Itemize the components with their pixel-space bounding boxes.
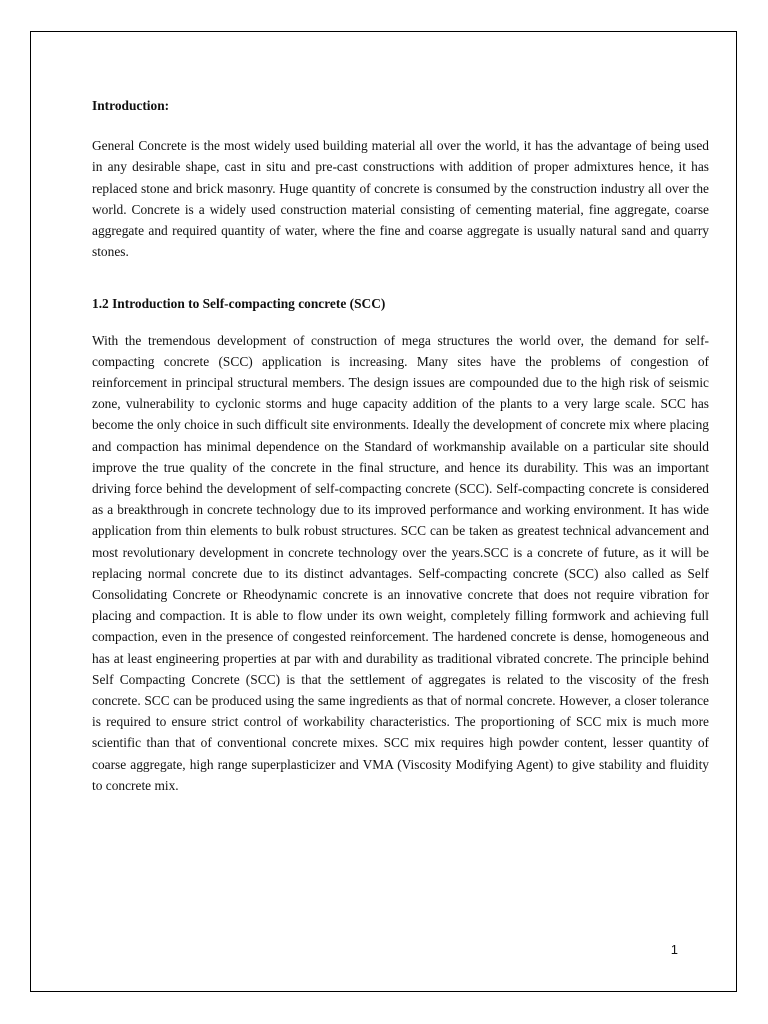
page-number: 1 <box>670 942 678 957</box>
section-paragraph: With the tremendous development of construction of mega structures the world over, the demand for self-compacting concrete (SCC) application is increasing. Many sites have the problems of congestion of reinforcement in principal structural members. The design issues are compounded due to the high risk of seismic zone, vulnerability to cyclonic storms and huge capacity addition of the plants to a very large scale. SCC has become the only choice in such difficult site environments. Ideally the development of concrete mix where placing and compaction has minimal dependence on the Standard of workmanship available on a particular site should improve the true quality of the concrete in the final structure, and hence its durability. This was an important driving force behind the development of self-compacting concrete (SCC). Self-compacting concrete is considered as a breakthrough in concrete technology due to its improved performance and working environment. It has wide application from thin elements to bulk robust structures. SCC can be taken as greatest technical advancement and most revolutionary development in concrete technology over the years.SCC is a concrete of future, as it will be replacing normal concrete due to its distinct advantages. Self-compacting concrete (SCC) also called as Self Consolidating Concrete or Rheodynamic concrete is an innovative concrete that does not require vibration for placing and compaction. It is able to flow under its own weight, completely filling formwork and achieving full compaction, even in the presence of congested reinforcement. The hardened concrete is dense, homogeneous and has at least engineering properties at par with and durability as traditional vibrated concrete. The principle behind Self Compacting Concrete (SCC) is that the settlement of aggregates is related to the viscosity of the fresh concrete. SCC can be produced using the same ingredients as that of normal concrete. However, a closer tolerance is required to ensure strict control of workability characteristics. The proportioning of SCC mix is much more scientific than that of conventional concrete mixes. SCC mix requires high powder content, lesser quantity of coarse aggregate, high range superplasticizer and VMA (Viscosity Modifying Agent) to give stability and fluidity to concrete mix. <box>92 332 709 793</box>
page-content <box>92 95 709 796</box>
intro-heading: Introduction: <box>92 98 170 113</box>
document-page <box>30 31 737 992</box>
intro-paragraph: General Concrete is the most widely used building material all over the world, it has the advantage of being used in any desirable shape, cast in situ and pre-cast constructions with addition of proper admixtures hence, it has replaced stone and brick masonry. Huge quantity of concrete is consumed by the construction industry all over the world. Concrete is a widely used construction material consisting of cementing material, fine aggregate, coarse aggregate and required quantity of water, where the fine and coarse aggregate is usually natural sand and quarry stones. <box>92 138 709 260</box>
section-heading: 1.2 Introduction to Self-compacting concrete (SCC) <box>92 296 386 312</box>
